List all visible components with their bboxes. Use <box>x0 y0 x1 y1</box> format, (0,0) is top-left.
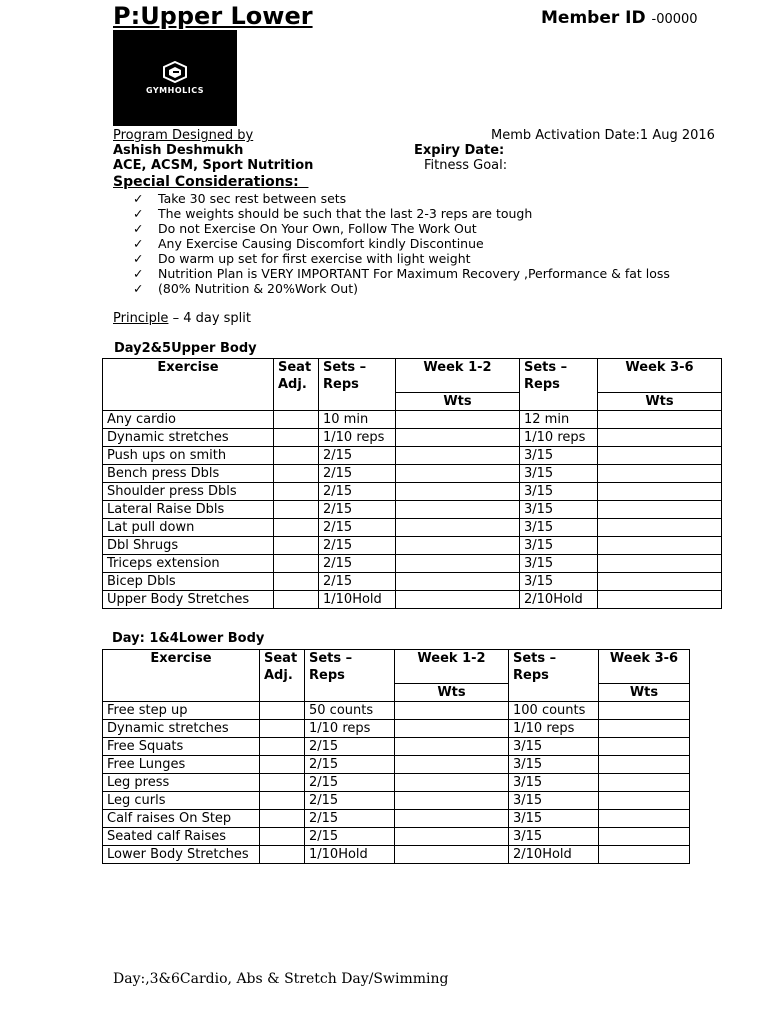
weight-cell <box>599 720 690 738</box>
principle-text: – 4 day split <box>168 311 251 326</box>
exercise-header: Exercise <box>103 650 260 702</box>
exercise-cell: Calf raises On Step <box>103 810 260 828</box>
exercise-cell: Bench press Dbls <box>103 465 274 483</box>
seat-adj-cell <box>260 702 305 720</box>
table-row <box>103 483 722 501</box>
exercise-header: Exercise <box>103 359 274 411</box>
exercise-cell: Bicep Dbls <box>103 573 274 591</box>
consideration-item <box>133 236 670 251</box>
sets-reps-cell: 10 min <box>319 411 396 429</box>
sets-reps-cell: 2/15 <box>305 792 395 810</box>
weight-cell <box>598 411 722 429</box>
seat-adj-cell <box>274 573 319 591</box>
sets-reps-cell: 2/15 <box>319 447 396 465</box>
weight-cell <box>599 792 690 810</box>
seat-adj-cell <box>260 792 305 810</box>
weight-cell <box>396 483 520 501</box>
sets-reps-header: Sets – Reps <box>319 359 396 411</box>
seat-adj-cell <box>274 537 319 555</box>
seat-adj-cell <box>260 846 305 864</box>
weight-cell <box>599 846 690 864</box>
weight-cell <box>396 447 520 465</box>
checkmark-icon: ✓ <box>133 191 144 206</box>
weight-cell <box>599 810 690 828</box>
weight-cell <box>598 573 722 591</box>
weight-cell <box>599 756 690 774</box>
checkmark-icon: ✓ <box>133 206 144 221</box>
weight-cell <box>396 573 520 591</box>
special-considerations-heading: Special Considerations: <box>113 174 309 190</box>
consideration-item <box>133 281 670 296</box>
seat-adj-cell <box>260 756 305 774</box>
sets-reps-cell: 1/10Hold <box>319 591 396 609</box>
exercise-cell: Dbl Shrugs <box>103 537 274 555</box>
seat-adj-cell <box>260 810 305 828</box>
consideration-text: Do warm up set for first exercise with light weight <box>158 251 471 266</box>
sets-reps-cell: 2/15 <box>319 501 396 519</box>
table-row <box>103 555 722 573</box>
week-3-6-header: Week 3-6 <box>599 650 690 684</box>
table-row <box>103 828 690 846</box>
consideration-item <box>133 266 670 281</box>
sets-reps-cell: 2/15 <box>305 828 395 846</box>
weight-cell <box>395 792 509 810</box>
page-title: P:Upper Lower <box>113 2 313 30</box>
seat-adj-cell <box>260 738 305 756</box>
weight-cell <box>598 501 722 519</box>
weights-header: Wts <box>599 684 690 702</box>
weight-cell <box>598 591 722 609</box>
designer-credentials: ACE, ACSM, Sport Nutrition <box>113 158 314 173</box>
sets-reps-cell: 2/10Hold <box>520 591 598 609</box>
exercise-cell: Lower Body Stretches <box>103 846 260 864</box>
exercise-cell: Free Squats <box>103 738 260 756</box>
sets-reps-cell: 1/10 reps <box>520 429 598 447</box>
footer-day-note: Day:,3&6Cardio, Abs & Stretch Day/Swimming <box>113 971 449 987</box>
expiry-date: Expiry Date: <box>414 143 505 158</box>
sets-reps-cell: 2/15 <box>305 756 395 774</box>
week-1-2-header: Week 1-2 <box>395 650 509 684</box>
seat-adj-cell <box>274 483 319 501</box>
table-row <box>103 756 690 774</box>
weight-cell <box>598 537 722 555</box>
seat-adj-header: Seat Adj. <box>274 359 319 411</box>
exercise-cell: Leg press <box>103 774 260 792</box>
seat-adj-cell <box>274 555 319 573</box>
sets-reps-cell: 100 counts <box>509 702 599 720</box>
table-row <box>103 738 690 756</box>
weight-cell <box>395 828 509 846</box>
program-designed-label: Program Designed by <box>113 128 254 143</box>
fitness-goal: Fitness Goal: <box>424 158 508 173</box>
seat-adj-cell <box>274 501 319 519</box>
sets-reps-header: Sets – Reps <box>305 650 395 702</box>
exercise-cell: Free step up <box>103 702 260 720</box>
sets-reps-cell: 3/15 <box>509 792 599 810</box>
sets-reps-cell: 2/15 <box>305 774 395 792</box>
weight-cell <box>599 702 690 720</box>
weight-cell <box>598 519 722 537</box>
logo-wordmark: GYMHOLICS <box>146 85 204 95</box>
seat-adj-cell <box>274 465 319 483</box>
weight-cell <box>396 555 520 573</box>
sets-reps-cell: 1/10 reps <box>305 720 395 738</box>
sets-reps-cell: 3/15 <box>520 501 598 519</box>
weight-cell <box>598 483 722 501</box>
table-row <box>103 519 722 537</box>
sets-reps-cell: 3/15 <box>509 828 599 846</box>
week-1-2-header: Week 1-2 <box>396 359 520 393</box>
member-id-label: Member ID <box>541 8 646 28</box>
seat-adj-header: Seat Adj. <box>260 650 305 702</box>
consideration-item <box>133 251 670 266</box>
sets-reps-cell: 2/10Hold <box>509 846 599 864</box>
activation-date: Memb Activation Date:1 Aug 2016 <box>491 128 715 143</box>
sets-reps-cell: 3/15 <box>509 738 599 756</box>
member-id-value: -00000 <box>651 12 698 27</box>
seat-adj-cell <box>274 411 319 429</box>
weight-cell <box>396 519 520 537</box>
table-row <box>103 537 722 555</box>
checkmark-icon: ✓ <box>133 251 144 266</box>
table-row <box>103 774 690 792</box>
consideration-text: The weights should be such that the last 2-3 reps are tough <box>158 206 533 221</box>
consideration-item <box>133 206 670 221</box>
table-row <box>103 792 690 810</box>
checkmark-icon: ✓ <box>133 281 144 296</box>
sets-reps-cell: 2/15 <box>319 465 396 483</box>
weight-cell <box>598 555 722 573</box>
sets-reps-cell: 2/15 <box>319 573 396 591</box>
sets-reps-cell: 2/15 <box>319 519 396 537</box>
week-3-6-header: Week 3-6 <box>598 359 722 393</box>
sets-reps-cell: 2/15 <box>319 537 396 555</box>
principle <box>113 311 251 326</box>
seat-adj-cell <box>260 774 305 792</box>
weight-cell <box>396 411 520 429</box>
exercise-cell: Leg curls <box>103 792 260 810</box>
weights-header: Wts <box>395 684 509 702</box>
sets-reps-cell: 2/15 <box>305 738 395 756</box>
gym-logo <box>113 30 237 126</box>
sets-reps-cell: 3/15 <box>520 537 598 555</box>
sets-reps-cell: 3/15 <box>520 519 598 537</box>
seat-adj-cell <box>274 447 319 465</box>
weight-cell <box>598 447 722 465</box>
seat-adj-cell <box>274 519 319 537</box>
consideration-text: Nutrition Plan is VERY IMPORTANT For Maximum Recovery ,Performance & fat loss <box>158 266 670 281</box>
table-row <box>103 447 722 465</box>
exercise-cell: Upper Body Stretches <box>103 591 274 609</box>
lower-body-table <box>102 649 690 864</box>
sets-reps-header: Sets – Reps <box>509 650 599 702</box>
principle-label: Principle <box>113 311 169 326</box>
designer-name: Ashish Deshmukh <box>113 143 244 158</box>
exercise-cell: Any cardio <box>103 411 274 429</box>
exercise-cell: Lateral Raise Dbls <box>103 501 274 519</box>
weight-cell <box>396 465 520 483</box>
weight-cell <box>395 702 509 720</box>
exercise-cell: Shoulder press Dbls <box>103 483 274 501</box>
sets-reps-cell: 1/10Hold <box>305 846 395 864</box>
sets-reps-cell: 2/15 <box>319 555 396 573</box>
consideration-item <box>133 191 670 206</box>
special-considerations-list <box>133 191 670 296</box>
table-row <box>103 846 690 864</box>
member-id <box>541 8 698 28</box>
weight-cell <box>598 465 722 483</box>
weight-cell <box>396 501 520 519</box>
sets-reps-cell: 3/15 <box>520 465 598 483</box>
table-row <box>103 573 722 591</box>
checkmark-icon: ✓ <box>133 266 144 281</box>
sets-reps-header: Sets – Reps <box>520 359 598 411</box>
seat-adj-cell <box>260 828 305 846</box>
table-row <box>103 702 690 720</box>
sets-reps-cell: 3/15 <box>520 555 598 573</box>
weight-cell <box>396 591 520 609</box>
exercise-cell: Push ups on smith <box>103 447 274 465</box>
sets-reps-cell: 12 min <box>520 411 598 429</box>
weight-cell <box>599 828 690 846</box>
consideration-item <box>133 221 670 236</box>
table-row <box>103 429 722 447</box>
weight-cell <box>396 537 520 555</box>
special-considerations-title: Special Considerations <box>113 174 294 190</box>
weights-header: Wts <box>598 393 722 411</box>
exercise-cell: Free Lunges <box>103 756 260 774</box>
sets-reps-cell: 2/15 <box>319 483 396 501</box>
table-row <box>103 810 690 828</box>
lower-body-day-title: Day: 1&4Lower Body <box>112 631 265 646</box>
seat-adj-cell <box>260 720 305 738</box>
weight-cell <box>395 738 509 756</box>
table-row <box>103 501 722 519</box>
checkmark-icon: ✓ <box>133 236 144 251</box>
table-row <box>103 465 722 483</box>
consideration-text: (80% Nutrition & 20%Work Out) <box>158 281 359 296</box>
seat-adj-cell <box>274 591 319 609</box>
sets-reps-cell: 3/15 <box>509 810 599 828</box>
weight-cell <box>395 756 509 774</box>
weight-cell <box>395 846 509 864</box>
upper-body-table <box>102 358 722 609</box>
weight-cell <box>395 774 509 792</box>
weight-cell <box>599 774 690 792</box>
weight-cell <box>396 429 520 447</box>
exercise-cell: Lat pull down <box>103 519 274 537</box>
weights-header: Wts <box>396 393 520 411</box>
table-row <box>103 720 690 738</box>
sets-reps-cell: 2/15 <box>305 810 395 828</box>
consideration-text: Take 30 sec rest between sets <box>158 191 347 206</box>
upper-body-day-title: Day2&5Upper Body <box>114 341 257 356</box>
seat-adj-cell <box>274 429 319 447</box>
weight-cell <box>599 738 690 756</box>
exercise-cell: Dynamic stretches <box>103 720 260 738</box>
weight-cell <box>395 720 509 738</box>
checkmark-icon: ✓ <box>133 221 144 236</box>
table-row <box>103 591 722 609</box>
sets-reps-cell: 3/15 <box>509 756 599 774</box>
consideration-text: Any Exercise Causing Discomfort kindly Discontinue <box>158 236 484 251</box>
weight-cell <box>598 429 722 447</box>
weight-cell <box>395 810 509 828</box>
logo-emblem-icon <box>162 61 188 83</box>
sets-reps-cell: 3/15 <box>520 447 598 465</box>
exercise-cell: Triceps extension <box>103 555 274 573</box>
sets-reps-cell: 50 counts <box>305 702 395 720</box>
sets-reps-cell: 3/15 <box>520 483 598 501</box>
sets-reps-cell: 3/15 <box>509 774 599 792</box>
exercise-cell: Dynamic stretches <box>103 429 274 447</box>
sets-reps-cell: 1/10 reps <box>319 429 396 447</box>
table-row <box>103 411 722 429</box>
sets-reps-cell: 1/10 reps <box>509 720 599 738</box>
exercise-cell: Seated calf Raises <box>103 828 260 846</box>
sets-reps-cell: 3/15 <box>520 573 598 591</box>
consideration-text: Do not Exercise On Your Own, Follow The Work Out <box>158 221 477 236</box>
